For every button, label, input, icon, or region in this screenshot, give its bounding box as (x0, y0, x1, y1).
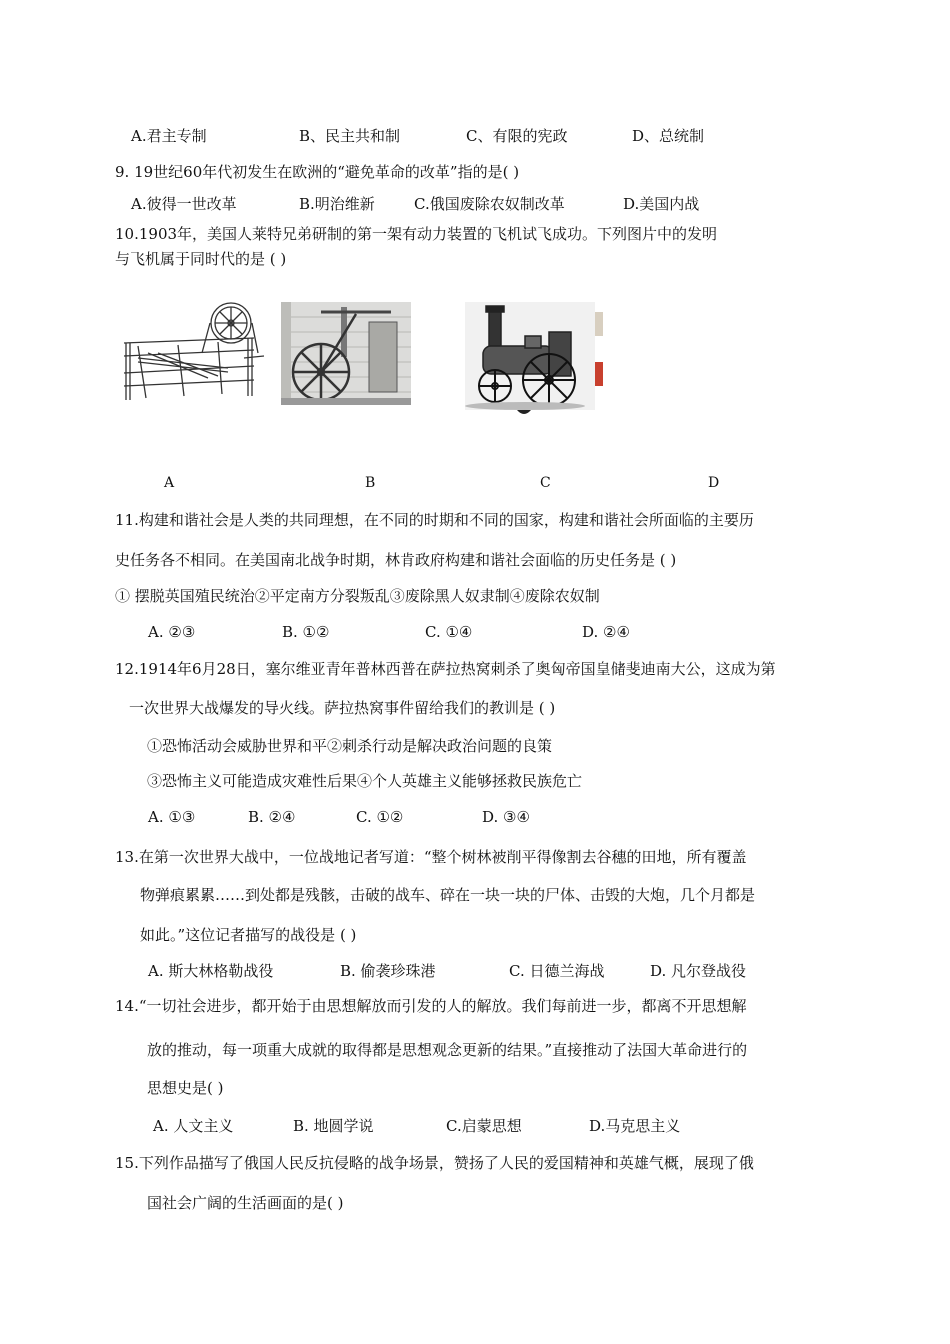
q13-option-b: B. 偷袭珍珠港 (340, 962, 436, 980)
q12-option-b: B. ②④ (248, 808, 296, 826)
q9-stem: 9. 19世纪60年代初发生在欧洲的“避免革命的改革”指的是( ) (115, 163, 520, 181)
q11-stem-line1: 11.构建和谐社会是人类的共同理想，在不同的时期和不同的国家，构建和谐社会所面临的主要历 (115, 511, 754, 529)
figure-label-d: D (708, 475, 720, 491)
q13-option-d: D. 凡尔登战役 (650, 962, 747, 980)
q13-stem-line1: 13.在第一次世界大战中，一位战地记者写道：“整个树林被削平得像割去谷穗的田地，所有覆盖 (115, 848, 747, 866)
q8-option-a: A.君主专制 (131, 127, 207, 145)
q11-option-c: C. ①④ (425, 623, 473, 641)
q8-option-b: B、民主共和制 (299, 127, 401, 145)
q15-stem-line1: 15.下列作品描写了俄国人民反抗侵略的战争场景，赞扬了人民的爱国精神和英雄气概，展现了俄 (115, 1154, 754, 1172)
q12-option-a: A. ①③ (148, 808, 196, 826)
q13-option-c: C. 日德兰海战 (509, 962, 605, 980)
q8-option-c: C、有限的宪政 (466, 127, 568, 145)
traction-engine-image (465, 302, 603, 418)
q12-choice-line2: ③恐怖主义可能造成灾难性后果④个人英雄主义能够拯救民族危亡 (147, 772, 583, 790)
q12-choice-line1: ①恐怖活动会威胁世界和平②刺杀行动是解决政治问题的良策 (147, 737, 553, 755)
q12-stem-line1: 12.1914年6月28日，塞尔维亚青年普林西普在萨拉热窝刺杀了奥匈帝国皇储斐迪南大公，这成为第 (115, 660, 776, 678)
q14-stem-line3: 思想史是( ) (147, 1079, 224, 1097)
q11-option-a: A. ②③ (148, 623, 196, 641)
q13-stem-line3: 如此。”这位记者描写的战役是 ( ) (140, 926, 357, 944)
q13-option-a: A. 斯大林格勒战役 (148, 962, 274, 980)
q14-stem-line2: 放的推动，每一项重大成就的取得都是思想观念更新的结果。”直接推动了法国大革命进行的 (147, 1041, 748, 1059)
q9-option-a: A.彼得一世改革 (131, 195, 237, 213)
q11-option-b: B. ①② (282, 623, 330, 641)
spinning-jenny-image (118, 298, 266, 410)
q11-stem-line2: 史任务各不相同。在美国南北战争时期，林肯政府构建和谐社会面临的历史任务是 ( ) (115, 551, 677, 569)
q12-stem-line2: 一次世界大战爆发的导火线。萨拉热窝事件留给我们的教训是 ( ) (129, 699, 556, 717)
figure-label-c: C (540, 475, 551, 491)
q14-option-a: A. 人文主义 (153, 1117, 234, 1135)
q14-option-b: B. 地圆学说 (293, 1117, 374, 1135)
q9-option-d: D.美国内战 (623, 195, 700, 213)
q11-choices: ① 摆脱英国殖民统治②平定南方分裂叛乱③废除黑人奴隶制④废除农奴制 (115, 587, 600, 605)
figure-label-b: B (365, 475, 376, 491)
figure-label-a: A (164, 475, 175, 491)
q14-stem-line1: 14.“一切社会进步，都开始于由思想解放而引发的人的解放。我们每前进一步，都离不开思想解 (115, 997, 747, 1015)
steam-engine-image (281, 302, 411, 405)
q12-option-c: C. ①② (356, 808, 404, 826)
q8-option-d: D、总统制 (632, 127, 705, 145)
q9-option-c: C.俄国废除农奴制改革 (414, 195, 565, 213)
q15-stem-line2: 国社会广阔的生活画面的是( ) (147, 1194, 344, 1212)
q10-stem-line1: 10.1903年，美国人莱特兄弟研制的第一架有动力装置的飞机试飞成功。下列图片中的发明 (115, 225, 718, 243)
q11-option-d: D. ②④ (582, 623, 630, 641)
q10-stem-line2: 与飞机属于同时代的是 ( ) (115, 250, 287, 268)
q14-option-c: C.启蒙思想 (446, 1117, 522, 1135)
q14-option-d: D.马克思主义 (589, 1117, 681, 1135)
q13-stem-line2: 物弹痕累累……到处都是残骸，击破的战车、碎在一块一块的尸体、击毁的大炮，几个月都是 (140, 886, 756, 904)
q12-option-d: D. ③④ (482, 808, 530, 826)
q9-option-b: B.明治维新 (299, 195, 375, 213)
